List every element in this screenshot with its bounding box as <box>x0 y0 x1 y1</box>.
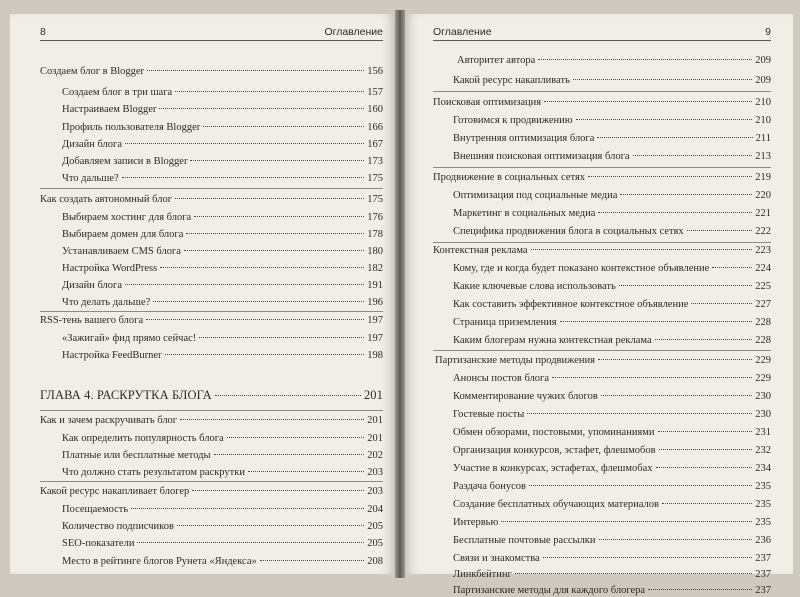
toc-page: 235 <box>755 499 771 510</box>
toc-title: Линкбейтинг <box>453 569 512 580</box>
toc-title: Выбираем домен для блога <box>62 229 184 240</box>
toc-page: 220 <box>755 190 771 201</box>
dot-leader <box>184 250 364 251</box>
toc-chapter[interactable] <box>40 388 383 403</box>
toc-subsection[interactable] <box>62 262 383 275</box>
toc-title: Обмен обзорами, постовыми, упоминаниями <box>453 427 655 438</box>
toc-section[interactable] <box>433 244 771 257</box>
toc-subsection[interactable] <box>62 155 383 168</box>
toc-page: 229 <box>755 373 771 384</box>
toc-subsection[interactable] <box>453 584 771 597</box>
toc-page: 223 <box>755 245 771 256</box>
toc-page: 203 <box>367 467 383 478</box>
dot-leader <box>656 467 753 468</box>
toc-page: 203 <box>367 486 383 497</box>
dot-leader <box>658 431 753 432</box>
toc-section[interactable] <box>435 354 771 367</box>
toc-page: 156 <box>367 66 383 77</box>
toc-subsection[interactable] <box>62 296 383 309</box>
toc-title: Бесплатные почтовые рассылки <box>453 535 596 546</box>
toc-title: Маркетинг в социальных медиа <box>453 208 596 219</box>
toc-page: 201 <box>363 388 383 402</box>
toc-title: Какой ресурс накапливать <box>453 75 570 86</box>
toc-subsection[interactable] <box>453 262 771 275</box>
toc-page: 176 <box>367 212 383 223</box>
toc-page: 228 <box>755 335 771 346</box>
toc-subsection[interactable] <box>62 432 383 445</box>
section-divider <box>40 410 383 411</box>
toc-title: Дизайн блога <box>62 280 122 291</box>
right-page <box>405 14 793 596</box>
dot-leader <box>560 321 753 322</box>
left-page-header <box>40 24 383 41</box>
toc-subsection[interactable] <box>453 150 771 163</box>
toc-title: Что должно стать результатом раскрутки <box>62 467 245 478</box>
dot-leader <box>620 194 752 195</box>
dot-leader <box>691 303 752 304</box>
toc-title: Раздача бонусов <box>453 481 526 492</box>
toc-title: Посещаемость <box>62 504 129 515</box>
dot-leader <box>597 137 752 138</box>
toc-title: Внешняя поисковая оптимизация блога <box>453 151 630 162</box>
toc-title: Каким блогерам нужна контекстная реклама <box>453 335 652 346</box>
toc-page: 175 <box>367 194 383 205</box>
toc-subsection[interactable] <box>62 245 383 258</box>
dot-leader <box>543 557 753 558</box>
toc-page: 209 <box>755 75 771 86</box>
toc-subsection[interactable] <box>453 534 771 547</box>
toc-subsection[interactable] <box>62 503 383 516</box>
toc-subsection[interactable] <box>62 555 383 568</box>
toc-page: 235 <box>755 517 771 528</box>
toc-subsection[interactable] <box>453 280 771 293</box>
toc-page: 237 <box>755 569 771 580</box>
toc-subsection[interactable] <box>453 408 771 421</box>
toc-title: Оптимизация под социальные медиа <box>453 190 618 201</box>
toc-title: RSS-тень вашего блога <box>40 315 144 326</box>
toc-subsection[interactable] <box>453 114 771 127</box>
toc-title: Настройка WordPress <box>62 263 158 274</box>
dot-leader <box>159 108 364 109</box>
dot-leader <box>260 560 365 561</box>
toc-subsection[interactable] <box>453 225 771 238</box>
toc-subsection[interactable] <box>62 86 383 99</box>
toc-subsection[interactable] <box>453 316 771 329</box>
toc-page: 180 <box>367 246 383 257</box>
toc-title: «Зажигай» фид прямо сейчас! <box>62 333 197 344</box>
dot-leader <box>633 155 753 156</box>
toc-title: Кому, где и когда будет показано контекстное объявление <box>453 263 710 274</box>
toc-page: 178 <box>367 229 383 240</box>
toc-page: 208 <box>367 556 383 567</box>
toc-page: 221 <box>755 208 771 219</box>
toc-subsection[interactable] <box>62 466 383 479</box>
toc-title: Как создать автономный блог <box>40 194 173 205</box>
toc-title: Интервью <box>453 517 499 528</box>
toc-page: 236 <box>755 535 771 546</box>
dot-leader <box>125 284 364 285</box>
toc-title: Участие в конкурсах, эстафетах, флешмобах <box>453 463 653 474</box>
section-divider <box>40 481 383 482</box>
toc-title: Как определить популярность блога <box>62 433 224 444</box>
dot-leader <box>662 503 752 504</box>
toc-subsection[interactable] <box>453 390 771 403</box>
toc-page: 205 <box>367 538 383 549</box>
toc-page: 230 <box>755 391 771 402</box>
dot-leader <box>552 377 752 378</box>
toc-subsection[interactable] <box>62 172 383 185</box>
dot-leader <box>655 339 753 340</box>
left-page <box>10 14 395 574</box>
toc-page: 173 <box>367 156 383 167</box>
section-divider <box>433 350 771 351</box>
toc-title: ГЛАВА 4. РАСКРУТКА БЛОГА <box>40 388 212 402</box>
toc-title: Страница приземления <box>453 317 557 328</box>
toc-subsection[interactable] <box>62 279 383 292</box>
toc-page: 201 <box>367 415 383 426</box>
toc-page: 175 <box>367 173 383 184</box>
toc-subsection[interactable] <box>62 349 383 362</box>
toc-section[interactable] <box>40 314 383 327</box>
toc-page: 228 <box>755 317 771 328</box>
toc-page: 234 <box>755 463 771 474</box>
toc-title: Комментирование чужих блогов <box>453 391 598 402</box>
toc-subsection[interactable] <box>453 552 771 565</box>
toc-title: Организация конкурсов, эстафет, флешмобов <box>453 445 656 456</box>
toc-page: 237 <box>755 553 771 564</box>
toc-section[interactable] <box>433 96 771 109</box>
toc-page: 229 <box>755 355 771 366</box>
toc-subsection[interactable] <box>453 132 771 145</box>
toc-page: 167 <box>367 139 383 150</box>
toc-subsection[interactable] <box>62 211 383 224</box>
dot-leader <box>588 176 752 177</box>
toc-page: 231 <box>755 427 771 438</box>
dot-leader <box>531 249 753 250</box>
dot-leader <box>598 359 752 360</box>
toc-title: Продвижение в социальных сетях <box>433 172 586 183</box>
toc-subsection[interactable] <box>457 54 771 67</box>
toc-section[interactable] <box>40 485 383 498</box>
toc-subsection[interactable] <box>453 426 771 439</box>
dot-leader <box>576 119 753 120</box>
toc-page: 205 <box>367 521 383 532</box>
toc-subsection[interactable] <box>62 449 383 462</box>
toc-page: 166 <box>367 122 383 133</box>
dot-leader <box>544 101 752 102</box>
toc-subsection[interactable] <box>62 103 383 116</box>
toc-subsection[interactable] <box>62 520 383 533</box>
dot-leader <box>599 539 753 540</box>
running-title: Оглавление <box>433 26 492 38</box>
toc-subsection[interactable] <box>453 516 771 529</box>
toc-subsection[interactable] <box>453 444 771 457</box>
toc-subsection[interactable] <box>453 334 771 347</box>
toc-title: Связи и знакомства <box>453 553 540 564</box>
book-gutter <box>395 10 405 578</box>
toc-title: Что делать дальше? <box>62 297 151 308</box>
dot-leader <box>122 177 365 178</box>
dot-leader <box>529 485 752 486</box>
toc-title: Создание бесплатных обучающих материалов <box>453 499 659 510</box>
toc-subsection[interactable] <box>62 121 383 134</box>
dot-leader <box>180 419 364 420</box>
toc-title: Дизайн блога <box>62 139 122 150</box>
dot-leader <box>501 521 752 522</box>
toc-page: 198 <box>367 350 383 361</box>
toc-page: 227 <box>755 299 771 310</box>
dot-leader <box>214 454 365 455</box>
dot-leader <box>153 301 364 302</box>
dot-leader <box>248 471 364 472</box>
toc-page: 182 <box>367 263 383 274</box>
toc-title: Как составить эффективное контекстное объявление <box>453 299 689 310</box>
dot-leader <box>175 91 364 92</box>
toc-title: Добавляем записи в Blogger <box>62 156 188 167</box>
dot-leader <box>160 267 364 268</box>
dot-leader <box>538 59 752 60</box>
toc-title: Как и зачем раскручивать блог <box>40 415 178 426</box>
toc-title: Создаем блог в Blogger <box>40 66 145 77</box>
toc-page: 211 <box>755 133 771 144</box>
toc-subsection[interactable] <box>453 298 771 311</box>
dot-leader <box>165 354 365 355</box>
toc-subsection[interactable] <box>453 568 771 581</box>
toc-page: 224 <box>755 263 771 274</box>
toc-page: 191 <box>367 280 383 291</box>
toc-page: 210 <box>755 97 771 108</box>
dot-leader <box>125 143 364 144</box>
dot-leader <box>527 413 752 414</box>
toc-page: 213 <box>755 151 771 162</box>
toc-title: Платные или бесплатные методы <box>62 450 211 461</box>
dot-leader <box>137 542 364 543</box>
dot-leader <box>199 337 364 338</box>
toc-page: 197 <box>367 333 383 344</box>
toc-title: SEO-показатели <box>62 538 135 549</box>
toc-section[interactable] <box>40 65 383 78</box>
dot-leader <box>190 160 364 161</box>
toc-subsection[interactable] <box>453 207 771 220</box>
toc-title: Гостевые посты <box>453 409 525 420</box>
toc-title: Настройка FeedBurner <box>62 350 162 361</box>
toc-page: 237 <box>755 585 771 596</box>
toc-page: 230 <box>755 409 771 420</box>
toc-page: 219 <box>755 172 771 183</box>
toc-title: Устанавливаем CMS блога <box>62 246 181 257</box>
dot-leader <box>215 395 361 396</box>
toc-subsection[interactable] <box>62 537 383 550</box>
toc-page: 209 <box>755 55 771 66</box>
toc-page: 204 <box>367 504 383 515</box>
toc-title: Контекстная реклама <box>433 245 528 256</box>
toc-title: Профиль пользователя Blogger <box>62 122 201 133</box>
toc-title: Партизанские методы для каждого блогера <box>453 585 646 596</box>
dot-leader <box>175 198 364 199</box>
right-page-header <box>433 24 771 41</box>
toc-page: 157 <box>367 87 383 98</box>
toc-page: 160 <box>367 104 383 115</box>
toc-subsection[interactable] <box>453 372 771 385</box>
page-number: 9 <box>765 26 771 38</box>
toc-page: 196 <box>367 297 383 308</box>
toc-title: Какой ресурс накапливает блогер <box>40 486 190 497</box>
toc-title: Количество подписчиков <box>62 521 174 532</box>
toc-subsection[interactable] <box>453 498 771 511</box>
dot-leader <box>177 525 364 526</box>
toc-page: 235 <box>755 481 771 492</box>
toc-title: Место в рейтинге блогов Рунета «Яндекса» <box>62 556 257 567</box>
toc-title: Какие ключевые слова использовать <box>453 281 616 292</box>
section-divider <box>433 91 771 92</box>
dot-leader <box>227 437 365 438</box>
dot-leader <box>203 126 364 127</box>
toc-section[interactable] <box>433 171 771 184</box>
dot-leader <box>146 319 364 320</box>
toc-title: Внутренняя оптимизация блога <box>453 133 595 144</box>
toc-subsection[interactable] <box>453 74 771 87</box>
toc-page: 210 <box>755 115 771 126</box>
toc-page: 232 <box>755 445 771 456</box>
toc-title: Поисковая оптимизация <box>433 97 542 108</box>
toc-page: 222 <box>755 226 771 237</box>
toc-subsection[interactable] <box>453 462 771 475</box>
toc-title: Настраиваем Blogger <box>62 104 157 115</box>
toc-page: 225 <box>755 281 771 292</box>
toc-subsection[interactable] <box>453 480 771 493</box>
dot-leader <box>192 490 364 491</box>
section-divider <box>40 188 383 189</box>
toc-subsection[interactable] <box>62 228 383 241</box>
section-divider <box>433 167 771 168</box>
toc-title: Выбираем хостинг для блога <box>62 212 192 223</box>
section-divider <box>40 311 383 312</box>
dot-leader <box>712 267 752 268</box>
dot-leader <box>648 589 752 590</box>
dot-leader <box>687 230 753 231</box>
dot-leader <box>598 212 752 213</box>
section-divider <box>433 242 771 243</box>
toc-subsection[interactable] <box>62 138 383 151</box>
dot-leader <box>619 285 752 286</box>
dot-leader <box>131 508 364 509</box>
toc-title: Что дальше? <box>62 173 119 184</box>
toc-title: Готовимся к продвижению <box>453 115 573 126</box>
running-title: Оглавление <box>324 26 383 38</box>
toc-title: Создаем блог в три шага <box>62 87 173 98</box>
dot-leader <box>147 70 364 71</box>
toc-title: Партизанские методы продвижения <box>435 355 595 366</box>
toc-title: Анонсы постов блога <box>453 373 550 384</box>
dot-leader <box>601 395 752 396</box>
toc-page: 197 <box>367 315 383 326</box>
toc-page: 202 <box>367 450 383 461</box>
dot-leader <box>573 79 752 80</box>
toc-section[interactable] <box>40 414 383 427</box>
page-number: 8 <box>40 26 46 38</box>
toc-section[interactable] <box>40 193 383 206</box>
dot-leader <box>186 233 364 234</box>
toc-title: Авторитет автора <box>457 55 536 66</box>
toc-subsection[interactable] <box>62 332 383 345</box>
dot-leader <box>515 573 752 574</box>
toc-subsection[interactable] <box>453 189 771 202</box>
dot-leader <box>659 449 753 450</box>
toc-title: Специфика продвижения блога в социальных сетях <box>453 226 684 237</box>
dot-leader <box>194 216 364 217</box>
toc-page: 201 <box>367 433 383 444</box>
